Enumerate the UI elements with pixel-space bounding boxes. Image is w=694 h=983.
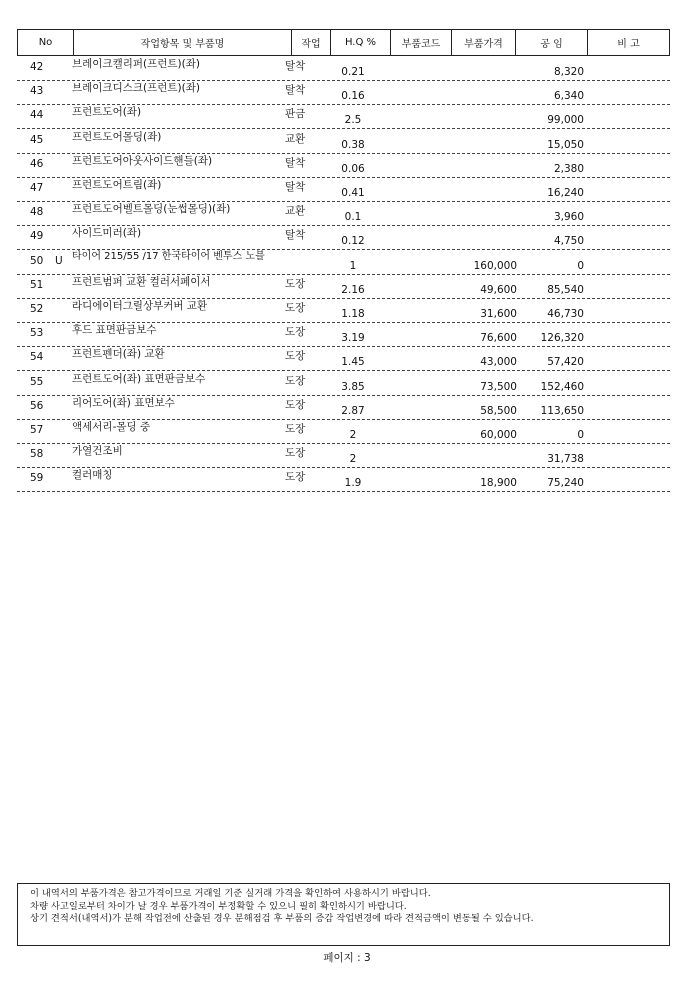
row-labor: 0 — [577, 259, 584, 272]
row-no: 57 — [30, 424, 44, 436]
row-item: 프런트펜더(좌) 교환 — [72, 348, 165, 361]
row-work: 도장 — [285, 471, 306, 484]
row-labor: 126,320 — [540, 332, 584, 345]
row-item: 컬러매칭 — [72, 469, 113, 482]
table-row — [17, 274, 670, 299]
header-labor: 공 임 — [516, 30, 588, 55]
row-no: 55 — [30, 375, 44, 388]
row-item: 브레이크캘리퍼(프런트)(좌) — [72, 58, 200, 70]
table-row — [17, 371, 670, 396]
table-row — [17, 419, 670, 444]
row-item: 라디에이터그릴상부커버 교환 — [72, 300, 208, 312]
row-no: 44 — [30, 109, 44, 122]
table-row — [17, 346, 670, 371]
row-work: 탈착 — [285, 181, 306, 193]
row-labor: 8,320 — [553, 66, 584, 78]
row-no: 47 — [30, 182, 44, 194]
row-item: 프런트도어몰딩(좌) — [72, 130, 162, 143]
notice-box — [17, 883, 670, 946]
row-labor: 46,730 — [547, 308, 584, 320]
row-work: 판금 — [285, 108, 306, 121]
row-labor: 57,420 — [547, 356, 584, 369]
row-no: 51 — [30, 278, 44, 291]
row-hq: 3.85 — [341, 380, 365, 393]
row-no: 59 — [30, 472, 44, 485]
table-row — [17, 104, 670, 129]
row-labor: 113,650 — [540, 404, 584, 417]
header-part-code: 부품코드 — [391, 30, 452, 55]
row-hq: 2.16 — [341, 283, 365, 296]
row-item: 프런트도어(좌) 표면판금보수 — [72, 372, 206, 385]
row-hq: 0.1 — [344, 211, 362, 224]
table-row — [17, 201, 670, 226]
row-hq: 0.21 — [341, 66, 365, 78]
row-part-price: 43,000 — [480, 356, 517, 369]
table-row — [17, 322, 670, 347]
row-no: 58 — [30, 448, 44, 461]
row-no: 52 — [30, 303, 44, 315]
table-row — [17, 443, 670, 468]
table-row — [17, 80, 670, 105]
row-labor: 15,050 — [547, 138, 584, 151]
row-item: 프런트도어(좌) — [72, 106, 142, 119]
row-item: 프런트범퍼 교환 컬러서페이서 — [72, 275, 211, 288]
page-number: 페이지 : 3 — [323, 952, 371, 964]
row-work: 교환 — [285, 205, 306, 218]
row-item: 프런트도어아웃사이드핸들(좌) — [72, 154, 213, 167]
row-work: 탈착 — [285, 84, 306, 97]
row-part-price: 160,000 — [473, 259, 517, 272]
row-labor: 99,000 — [547, 114, 584, 127]
row-work: 교환 — [285, 132, 306, 145]
row-hq: 3.19 — [341, 332, 365, 345]
row-labor: 3,960 — [553, 211, 584, 224]
table-row — [17, 177, 670, 202]
row-work: 도장 — [285, 302, 306, 314]
row-item: 프런트도어벨트몰딩(눈썹몰딩)(좌) — [72, 203, 231, 216]
table-row — [17, 467, 670, 492]
row-part-price: 73,500 — [480, 380, 517, 393]
row-part-price: 60,000 — [480, 429, 517, 441]
header-item: 작업항목 및 부품명 — [74, 30, 292, 55]
row-hq: 2 — [349, 429, 357, 441]
header-no: No — [18, 30, 74, 55]
row-work: 도장 — [285, 350, 306, 363]
row-part-price: 31,600 — [480, 308, 517, 320]
row-part-price: 18,900 — [480, 477, 517, 490]
notice-line: 이 내역서의 부품가격은 참고가격이므로 거래일 기준 실거래 가격을 확인하여 사용하시기 바랍니다. — [30, 888, 431, 899]
row-work: 도장 — [285, 326, 306, 339]
row-labor: 31,738 — [547, 453, 584, 466]
table-header — [17, 29, 670, 56]
table-row — [17, 225, 670, 250]
row-no: 42 — [30, 61, 44, 73]
row-work: 탈착 — [285, 229, 306, 242]
row-part-price: 49,600 — [480, 283, 517, 296]
row-work: 도장 — [285, 374, 306, 387]
header-hq: H.Q % — [331, 30, 391, 55]
row-labor: 16,240 — [547, 187, 584, 199]
row-labor: 0 — [577, 429, 584, 441]
row-part-price: 76,600 — [480, 332, 517, 345]
table-row — [17, 129, 670, 154]
row-item: 리어도어(좌) 표면보수 — [72, 396, 175, 409]
table-row — [17, 298, 670, 323]
row-labor: 2,380 — [553, 162, 584, 175]
row-work: 도장 — [285, 277, 306, 290]
row-item: 후드 표면판금보수 — [72, 324, 157, 337]
row-hq: 0.12 — [341, 235, 365, 248]
table-row — [17, 395, 670, 420]
row-hq: 0.41 — [341, 187, 365, 199]
row-no: 50 — [30, 254, 44, 267]
row-no: 48 — [30, 206, 44, 219]
row-labor: 4,750 — [553, 235, 584, 248]
row-hq: 1.18 — [341, 308, 365, 320]
header-remarks: 비 고 — [617, 39, 640, 50]
row-no: 53 — [30, 327, 44, 340]
table-row — [17, 56, 670, 81]
row-hq: 1.45 — [341, 356, 365, 369]
header-part-price: 부품가격 — [452, 30, 516, 55]
notice-line: 상기 견적서(내역서)가 분해 작업전에 산출된 경우 분해점검 후 부품의 증감 작업변경에 따라 견적금액이 변동될 수 있습니다. — [30, 913, 534, 924]
row-work: 탈착 — [285, 60, 306, 72]
row-labor: 75,240 — [547, 477, 584, 490]
row-item: 사이드미러(좌) — [72, 227, 142, 240]
row-labor: 85,540 — [547, 283, 584, 296]
row-no: 56 — [30, 399, 44, 412]
row-hq: 2 — [349, 453, 357, 466]
table-row — [17, 153, 670, 178]
row-work: 도장 — [285, 423, 306, 435]
row-work: 도장 — [285, 447, 306, 460]
row-mark: U — [55, 254, 63, 267]
row-no: 46 — [30, 157, 44, 170]
row-labor: 152,460 — [540, 380, 584, 393]
row-hq: 0.38 — [341, 138, 365, 151]
row-item: 프런트도어트림(좌) — [72, 179, 162, 191]
row-work: 탈착 — [285, 156, 306, 169]
row-hq: 1 — [349, 259, 357, 272]
row-hq: 2.5 — [344, 114, 362, 127]
table-row — [17, 250, 670, 275]
row-no: 45 — [30, 133, 44, 146]
row-part-price: 58,500 — [480, 404, 517, 417]
row-no: 43 — [30, 85, 44, 98]
row-item: 브레이크디스크(프런트)(좌) — [72, 82, 200, 95]
row-hq: 1.9 — [344, 477, 362, 490]
row-item: 가열건조비 — [72, 445, 123, 458]
row-hq: 0.16 — [341, 90, 365, 103]
row-no: 54 — [30, 351, 44, 364]
row-work: 도장 — [285, 398, 306, 411]
row-item: 타이어 215/55 /17 한국타이어 벤투스 노블 — [72, 250, 265, 262]
row-no: 49 — [30, 230, 44, 243]
row-item: 액세서리-몰딩 중 — [72, 421, 151, 433]
row-hq: 2.87 — [341, 404, 365, 417]
header-work: 작업 — [292, 30, 331, 55]
row-hq: 0.06 — [341, 162, 365, 175]
notice-line: 차량 사고일로부터 차이가 날 경우 부품가격이 부정확할 수 있으니 필히 확인하시기 바랍니다. — [30, 900, 407, 912]
row-labor: 6,340 — [553, 90, 584, 103]
